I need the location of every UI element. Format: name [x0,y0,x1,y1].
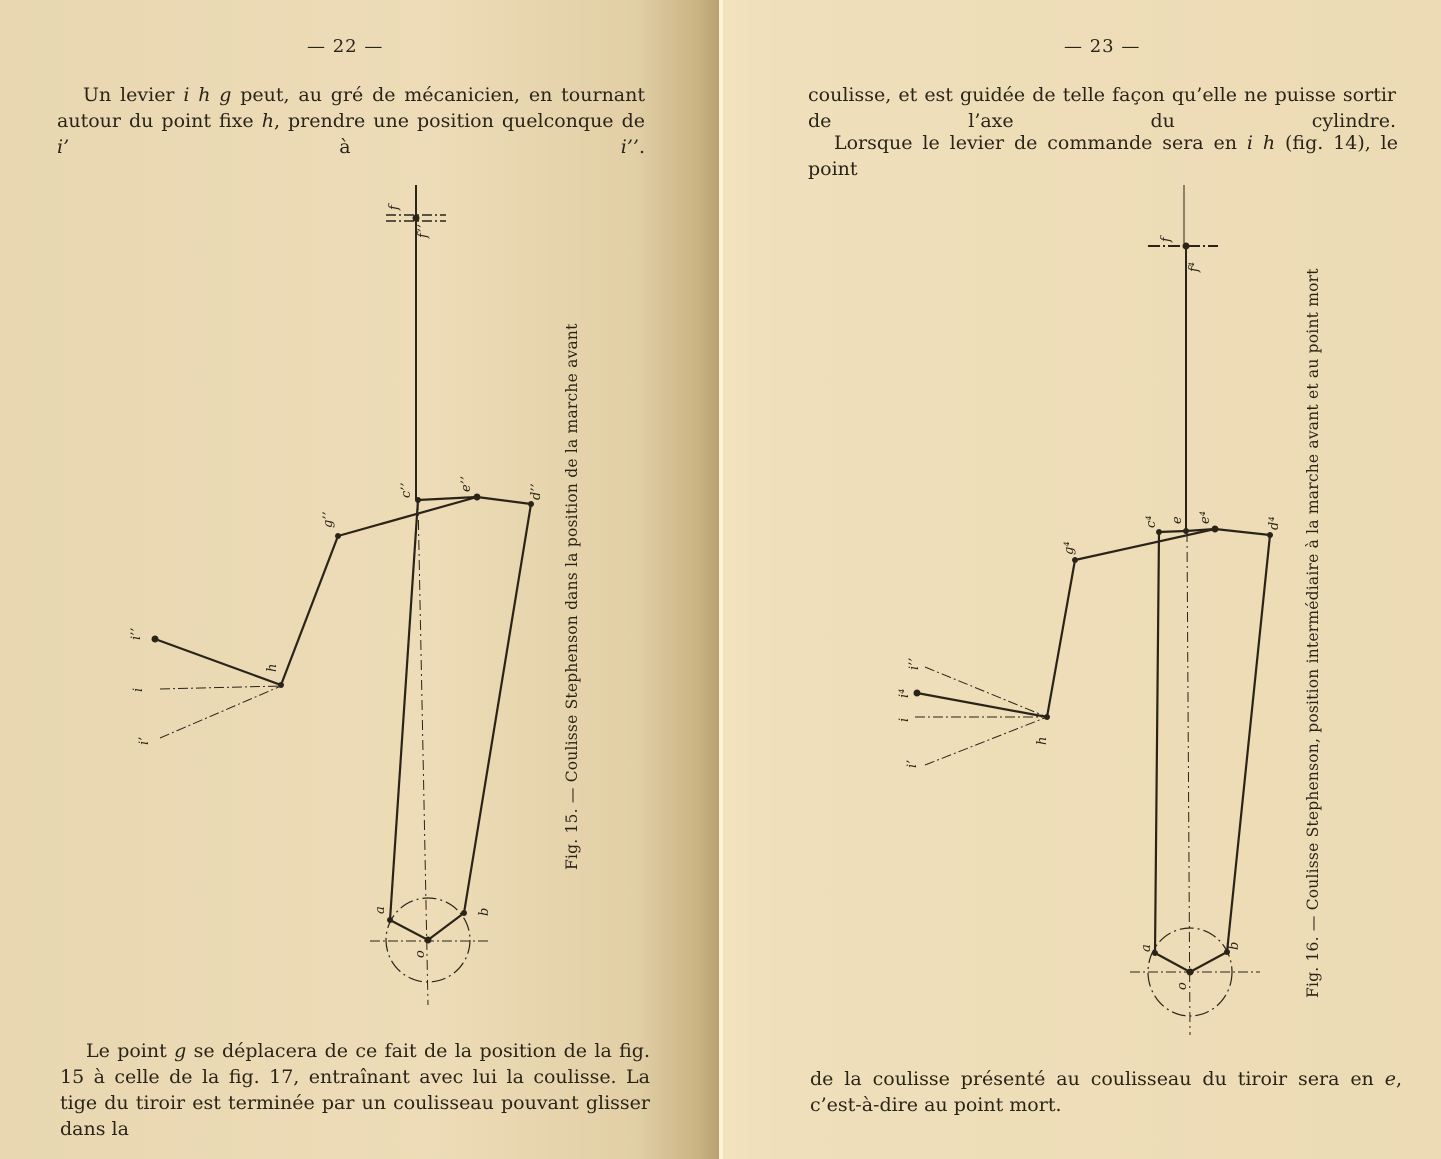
label-e: e’’ [459,476,474,492]
point-i [914,690,921,697]
eccentric-rod-a [1155,532,1159,953]
page-number-right: — 23 — [1064,36,1141,57]
page-number-left: — 22 — [307,36,384,57]
point-h [1044,714,1050,720]
right-top-paragraph-2: Lorsque le levier de commande sera en i h (fig. 14), le point [808,132,1399,180]
label-f: f [387,205,402,210]
label-e-mid: e [1170,516,1185,524]
point-c [1156,529,1162,535]
label-g: g’’ [321,511,336,528]
label-h: h [1035,736,1050,745]
figure-16-caption: Fig. 16. — Coulisse Stephenson, position intermédiaire à la marche avant et au point mort [1304,268,1322,998]
label-c: c⁴ [1144,515,1159,528]
label-o: o [1175,982,1190,990]
label-i-prime: i’ [137,736,152,745]
label-f: f [1159,237,1174,242]
label-b: b [1227,941,1242,950]
label-a: a [373,906,388,914]
figure-16-lines [915,185,1270,1035]
label-e: e⁴ [1198,511,1213,524]
label-b: b [477,907,492,916]
link-g-h [1047,560,1075,717]
center-axis [1187,532,1190,1035]
label-i-prime: i’ [905,759,920,768]
label-i-double-prime: i’’ [129,627,144,640]
label-g: g⁴ [1062,541,1077,555]
label-d: d⁴ [1267,516,1282,530]
right-bottom-paragraph: de la coulisse présenté au coulisseau du tiroir sera en e, c’est-à-dire au point mort. [810,1068,1402,1116]
label-o: o [413,950,428,958]
point-g [1072,557,1078,563]
label-f-prime: f⁴ [1187,261,1202,272]
link-g-e [1075,529,1215,560]
label-d: d’’ [529,483,544,500]
label-i4: i⁴ [897,688,912,698]
left-bottom-paragraph: Le point g se déplacera de ce fait de la position de la fig. 15 à celle de la fig. 17, entraînant avec lui la coulisse. La tige du tiroir est terminée par un coulisseau pouvant glisser dans la [60,1040,650,1140]
point-o [1187,969,1194,976]
figure-16-points [914,243,1274,976]
lever-line [917,693,1047,717]
lever-forward [925,667,1047,717]
label-i: i [897,717,912,722]
label-f-prime: f’’ [416,223,431,238]
label-i-double-prime: i’’ [907,657,922,670]
label-i: i [131,687,146,692]
label-h: h [265,663,280,672]
point-f [1183,243,1190,250]
eccentric-rod-b [1227,535,1270,952]
figure-16-labels [897,235,1282,990]
right-top-paragraph-1: coulisse, et est guidée de telle façon qu’elle ne puisse sortir de l’axe du cylindre. [808,84,1396,132]
label-a: a [1139,944,1154,952]
left-top-paragraph: Un levier i h g peut, au gré de mécanicien, en tournant autour du point fixe h, prendre une position quelconque de i’ à i’’. [57,84,646,158]
point-e-mid [1183,528,1189,534]
lever-back [925,717,1047,765]
figure-15-caption: Fig. 15. — Coulisse Stephenson dans la position de la marche avant [563,323,581,870]
point-e [1212,526,1219,533]
label-c: c’’ [399,482,414,498]
point-d [1267,532,1273,538]
